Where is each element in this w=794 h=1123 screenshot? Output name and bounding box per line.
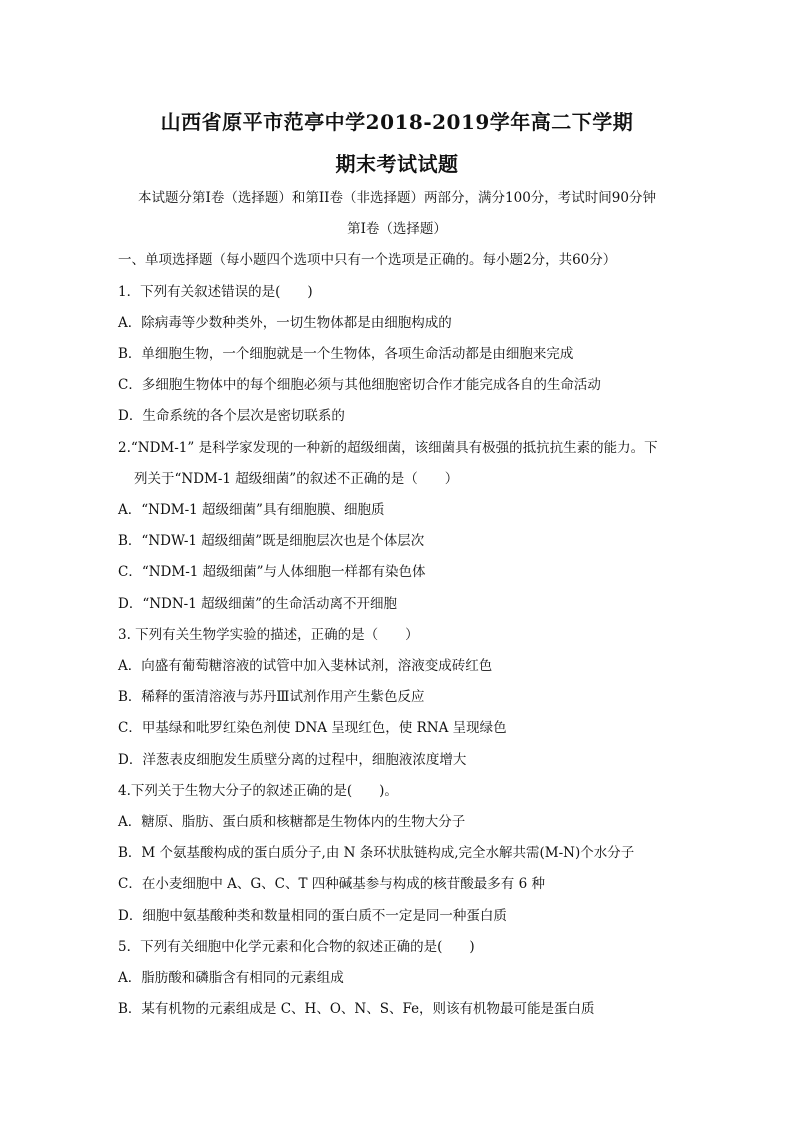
exam-intro: 本试题分第I卷（选择题）和第II卷（非选择题）两部分，满分100分，考试时间90分钟: [138, 190, 656, 206]
question-option: B．单细胞生物，一个细胞就是一个生物体，各项生命活动都是由细胞来完成: [118, 346, 574, 362]
question-stem-continued: 列关于“NDM-1 超级细菌”的叙述不正确的是（ ）: [134, 471, 459, 487]
question-option: A．“NDM-1 超级细菌”具有细胞膜、细胞质: [118, 502, 385, 518]
question-stem: 3. 下列有关生物学实验的描述，正确的是（ ）: [118, 627, 419, 643]
question-option: C．多细胞生物体中的每个细胞必须与其他细胞密切合作才能完成各自的生命活动: [118, 377, 601, 393]
question-option: B．“NDW-1 超级细菌”既是细胞层次也是个体层次: [118, 533, 425, 549]
question-option: D．生命系统的各个层次是密切联系的: [118, 408, 345, 424]
exam-subtitle: 期末考试试题: [335, 152, 459, 176]
question-option: A．糖原、脂肪、蛋白质和核糖都是生物体内的生物大分子: [118, 814, 466, 830]
question-option: C．在小麦细胞中 A、G、C、T 四种碱基参与构成的核苷酸最多有 6 种: [118, 876, 545, 892]
question-option: C．“NDM-1 超级细菌”与人体细胞一样都有染色体: [118, 564, 426, 580]
question-option: C．甲基绿和吡罗红染色剂使 DNA 呈现红色，使 RNA 呈现绿色: [118, 720, 507, 736]
question-option: A．除病毒等少数种类外，一切生物体都是由细胞构成的: [118, 315, 452, 331]
section-heading: 一、单项选择题（每小题四个选项中只有一个选项是正确的。每小题2分，共60分）: [118, 252, 617, 268]
volume-title: 第I卷（选择题）: [347, 221, 447, 237]
question-stem: 2.“NDM-1” 是科学家发现的一种新的超级细菌，该细菌具有极强的抵抗抗生素的能力。下: [118, 440, 658, 456]
question-stem: 1．下列有关叙述错误的是( ): [118, 284, 313, 300]
question-stem: 5．下列有关细胞中化学元素和化合物的叙述正确的是( ): [118, 939, 475, 955]
question-option: A．向盛有葡萄糖溶液的试管中加入斐林试剂，溶液变成砖红色: [118, 658, 493, 674]
question-option: D．洋葱表皮细胞发生质壁分离的过程中，细胞液浓度增大: [118, 752, 467, 768]
question-option: B．M 个氨基酸构成的蛋白质分子,由 N 条环状肽链构成,完全水解共需(M-N)个水分子: [118, 845, 635, 861]
exam-title: 山西省原平市范亭中学2018-2019学年高二下学期: [160, 110, 634, 134]
question-option: A．脂肪酸和磷脂含有相同的元素组成: [118, 970, 344, 986]
question-option: D．细胞中氨基酸种类和数量相同的蛋白质不一定是同一种蛋白质: [118, 908, 507, 924]
question-stem: 4.下列关于生物大分子的叙述正确的是( )。: [118, 783, 398, 799]
question-option: B．稀释的蛋清溶液与苏丹Ⅲ试剂作用产生紫色反应: [118, 689, 425, 705]
question-option: B．某有机物的元素组成是 C、H、O、N、S、Fe，则该有机物最可能是蛋白质: [118, 1001, 595, 1017]
question-option: D．“NDN-1 超级细菌”的生命活动离不开细胞: [118, 596, 398, 612]
